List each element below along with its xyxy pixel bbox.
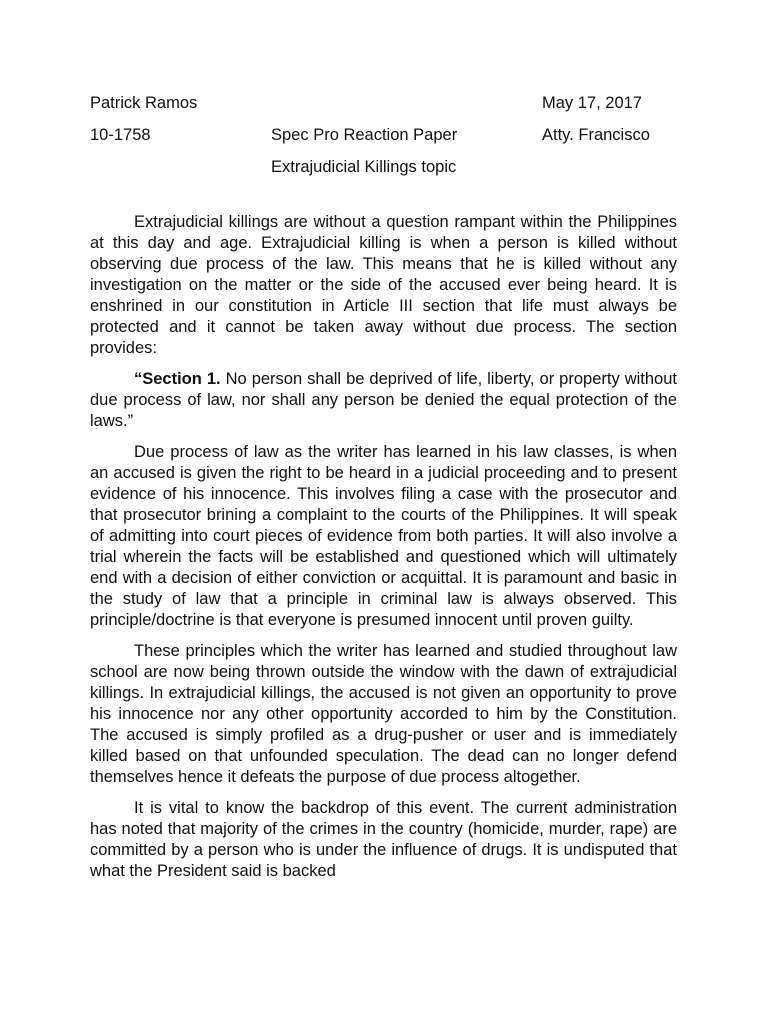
paragraph-2: Due process of law as the writer has learned in his law classes, is when an accused is given the right to be heard in a judicial proceeding and to present evidence of his innocence. This involves filing a case with the prosecutor and that prosecutor brining a complaint to the courts of the Philippines. It will speak of admitting into court pieces of evidence from both parties. It will also involve a trial wherein the facts will be established and questioned which will ultimately end with a decision of either conviction or acquittal. It is paramount and basic in the study of law that a principle in criminal law is always observed. This principle/doctrine is that everyone is presumed innocent until proven guilty. (90, 443, 677, 629)
body-text (90, 212, 677, 892)
quote-section-label: “Section 1. (134, 370, 221, 388)
constitution-quote (90, 369, 677, 432)
paper-title: Spec Pro Reaction Paper (271, 126, 458, 144)
paragraph-3: These principles which the writer has learned and studied throughout law school are now being thrown outside the window with the dawn of extrajudicial killings. In extrajudicial killings, the accused is not given an opportunity to prove his innocence nor any other opportunity accorded to him by the Constitution. The accused is simply profiled as a drug-pusher or user and is immediately killed based on that unfounded speculation. The dead can no longer defend themselves hence it defeats the purpose of due process altogether. (90, 642, 677, 786)
date: May 17, 2017 (542, 94, 642, 112)
topic: Extrajudicial Killings topic (271, 158, 457, 176)
quote-text: No person shall be deprived of life, liberty, or property without due process of law, nor shall any person be denied the equal protection of the laws.” (90, 370, 677, 430)
student-id: 10-1758 (90, 126, 151, 144)
paragraph-1: Extrajudicial killings are without a question rampant within the Philippines at this day and age. Extrajudicial killing is when a person is killed without observing due process of the law. This means that he is killed without any investigation on the matter or the side of the accused ever being heard. It is enshrined in our constitution in Article III section that life must always be protected and it cannot be taken away without due process. The section provides: (90, 213, 677, 357)
author-name: Patrick Ramos (90, 94, 198, 112)
instructor: Atty. Francisco (542, 126, 650, 144)
paragraph-4: It is vital to know the backdrop of this event. The current administration has noted that majority of the crimes in the country (homicide, murder, rape) are committed by a person who is under the influence of drugs. It is undisputed that what the President said is backed (90, 799, 677, 880)
